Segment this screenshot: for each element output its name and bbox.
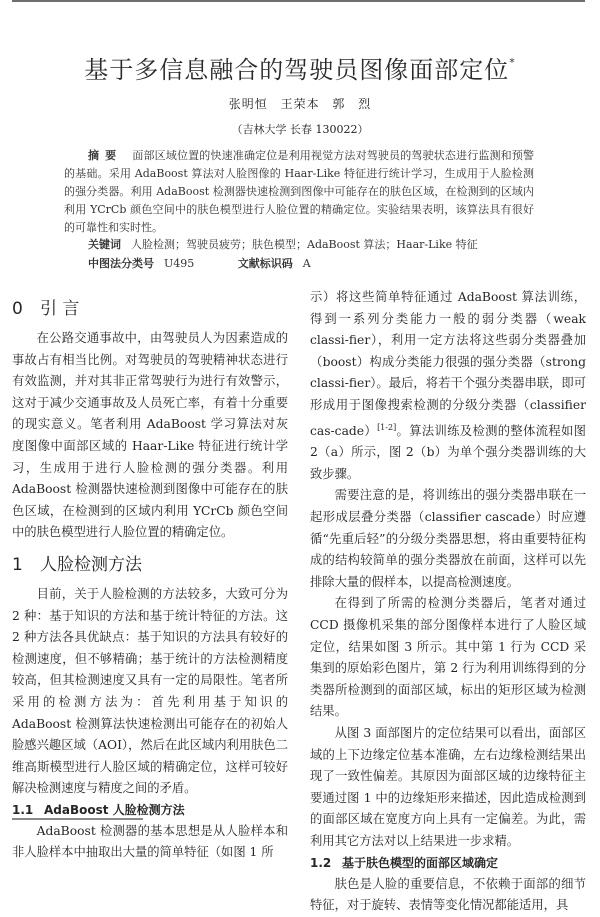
abstract <box>64 147 534 237</box>
top-rule <box>12 0 585 2</box>
paper-title: 基于多信息融合的驾驶员图像面部定位* <box>84 56 516 85</box>
section-1-paragraph: 目前，关于人脸检测的方法较多，大致可分为 2 种：基于知识的方法和基于统计特征的方法。这 2 种方法各具优缺点：基于知识的方法具有较好的检测速度，但不够精确；基于统计的方法检测精度较高，但其检测速度又具有一定的局限性。笔者所采用的检测方法为：首先利用基于知识的 AdaBoost 检测算法快速检测出可能存在的初始人脸感兴趣区域（AOI），然后在此区域内利用肤色二维高斯模型进行人脸区域的精确定位，这样可较好解决检测速度与精度之间的矛盾。 <box>12 586 288 796</box>
keywords <box>88 236 478 252</box>
section-0-paragraph: 在公路交通事故中，由驾驶员人为因素造成的事故占有相当比例。对驾驶员的驾驶精神状态进行有效监测，并对其非正常驾驶行为进行有效警示，这对于减少交通事故及人员死亡率，有着十分重要的现实意义。笔者利用 AdaBoost 学习算法对灰度图像中面部区域的 Haar-Like 特征进行统计学习，生成用于进行人脸检测的强分类器。利用 AdaBoost 检测器快速检测到图像中可能存在的肤色区域，在检测到的区域内利用 YCrCb 颜色空间中的肤色模型进行人脸位置的精确定位。 <box>12 331 288 540</box>
section-1-1-paragraph-continued: 示）将这些简单特征通过 AdaBoost 算法训练，得到一系列分类能力一般的弱分类器（weak classi-fier），利用一定方法将这些弱分类器叠加（boost）构成分类能力很强的强分类器（strong classi-fier）。最后，将若干个强分类器串联，即可形成用于图像搜索检测的分级分类器（classifier cas-cade）[1-2]。算法训练及检测的整体流程如图 2（a）所示，图 2（b）为单个强分类器训练的大致步骤。 <box>310 290 586 481</box>
authors: 张明恒 王荣本 郭 烈 <box>228 97 372 111</box>
section-1-1-paragraph-4: 从图 3 面部图片的定位结果可以看出，面部区域的上下边缘定位基本准确，左右边缘检测结果出现了一致性偏差。其原因为面部区域的边缘特征主要通过图 1 中的边缘矩形来描述，因此造成检测到的面部区域在宽度方向上具有一定偏差。为此，需利用其它方法对以上结果进一步求精。 <box>310 725 586 848</box>
clc-label: 中图法分类号 <box>88 257 154 270</box>
right-column <box>310 287 586 917</box>
keywords-label: 关键词 <box>88 238 121 251</box>
section-1-1-paragraph-2: 需要注意的是，将训练出的强分类器串联在一起形成层叠分类器（classifier cascade）时应遵循“先重后轻”的分级分类器思想，将由重要特征构成的结构较简单的强分类器放在前面，这样可以先排除大量的假样本，以提高检测速度。 <box>310 488 586 589</box>
abstract-text: 面部区域位置的快速准确定位是利用视觉方法对驾驶员的驾驶状态进行监测和预警的基础。采用 AdaBoost 算法对人脸图像的 Haar-Like 特征进行统计学习，生成用于人脸检测的强分类器。利用 AdaBoost 检测器快速检测到图像中可能存在的肤色区域，在检测到的区域内利用 YCrCb 颜色空间中的肤色模型进行人脸位置的精确定位。实验结果表明，该算法具有很好的可靠性和实时性。 <box>64 149 535 234</box>
title-footnote-mark: * <box>509 56 516 70</box>
clc-value: U495 <box>164 257 195 270</box>
section-1-1-paragraph-3: 在得到了所需的检测分类器后，笔者对通过 CCD 摄像机采集的部分图像样本进行了人脸区域定位，结果如图 3 所示。其中第 1 行为 CCD 采集到的原始彩色图片，第 2 行为利用训练得到的分类器所检测到的面部区域，标出的矩形区域为检测结果。 <box>310 596 586 719</box>
section-0-heading: 0 引 言 <box>12 299 80 319</box>
keywords-text: 人脸检测；驾驶员疲劳；肤色模型；AdaBoost 算法；Haar-Like 特征 <box>131 238 478 251</box>
footnote-rule <box>12 818 143 820</box>
section-1-1-paragraph-start: AdaBoost 检测器的基本思想是从人脸样本和非人脸样本中抽取出大量的简单特征（如图 1 所 <box>12 823 288 860</box>
citation-ref: [1-2] <box>377 422 397 432</box>
abstract-label: 摘要 <box>88 149 123 162</box>
doc-code-value: A <box>302 257 311 270</box>
section-1-2-heading: 1.2 基于肤色模型的面部区域确定 <box>310 855 499 870</box>
section-1-1-heading: 1.1 AdaBoost 人脸检测方法 <box>12 802 185 817</box>
section-1-heading: 1 人脸检测方法 <box>12 554 142 575</box>
section-1-2-paragraph: 肤色是人脸的重要信息，不依赖于面部的细节特征，对于旋转、表情等变化情况都能适用，具 <box>310 876 586 913</box>
classification <box>88 255 311 271</box>
left-column <box>12 296 288 864</box>
affiliation: （吉林大学 长春 130022） <box>231 123 369 136</box>
doc-code-label: 文献标识码 <box>237 257 293 270</box>
